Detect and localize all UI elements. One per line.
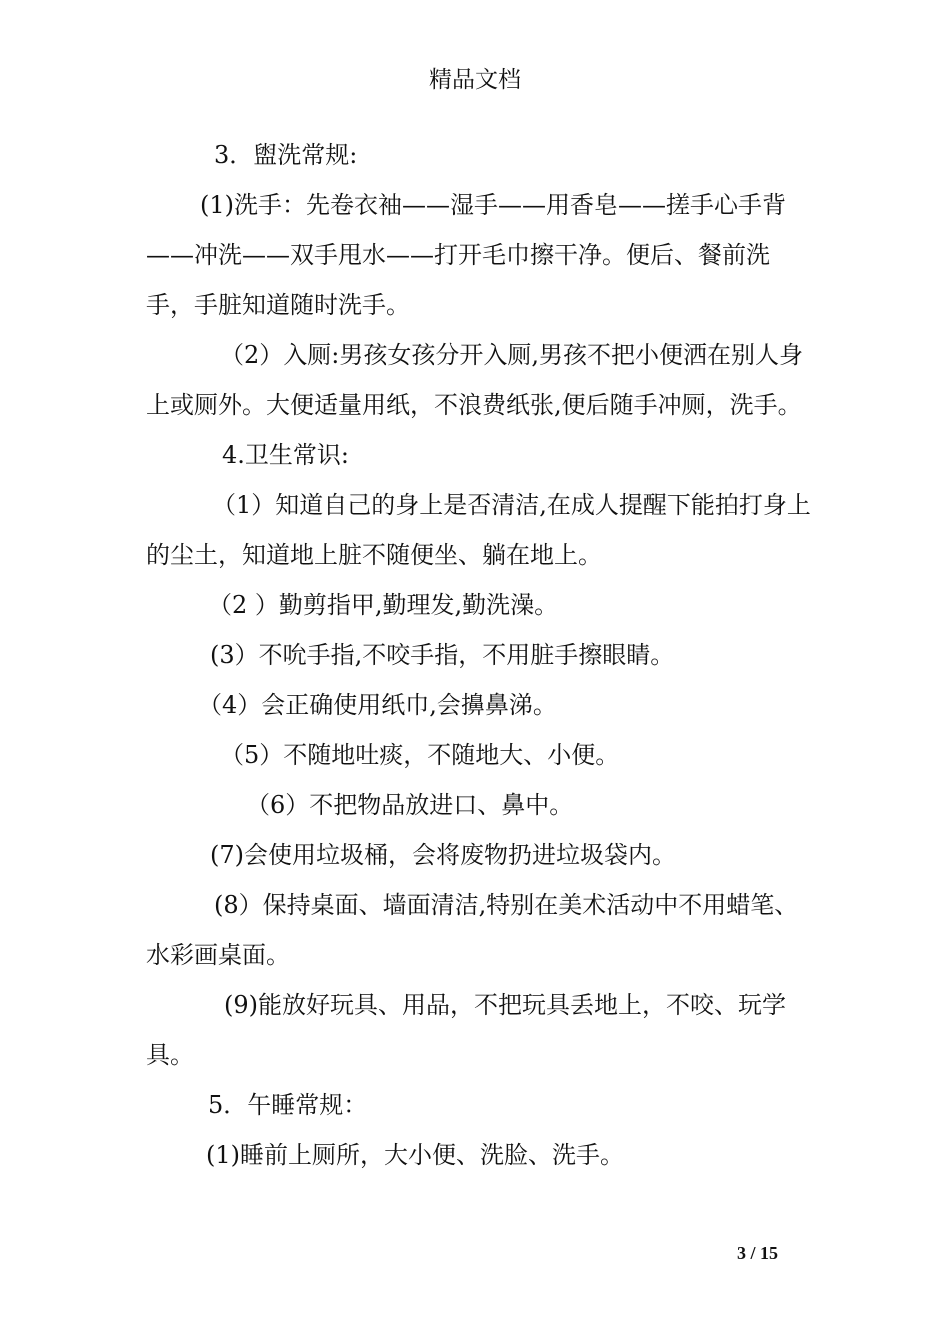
section-heading-nap: 5．午睡常规：: [208, 1091, 368, 1119]
paragraph-hygiene-9: (9)能放好玩具、用品，不把玩具丢地上，不咬、玩学具。: [146, 991, 786, 1069]
section-heading-washing: 3．盥洗常规:: [214, 141, 358, 169]
paragraph-hygiene-3: (3）不吮手指,不咬手指，不用脏手擦眼睛。: [210, 641, 675, 669]
paragraph-hygiene-6: （6）不把物品放进口、鼻中。: [246, 791, 574, 819]
paragraph-nap-1: (1)睡前上厕所，大小便、洗脸、洗手。: [206, 1141, 624, 1169]
paragraph-hygiene-7: (7)会使用垃圾桶，会将废物扔进垃圾袋内。: [210, 841, 676, 869]
paragraph-hygiene-4: （4）会正确使用纸巾,会擤鼻涕。: [198, 691, 557, 719]
paragraph-hygiene-2: （2 ）勤剪指甲,勤理发,勤洗澡。: [208, 591, 559, 619]
paragraph-hygiene-8: (8）保持桌面、墙面清洁,特别在美术活动中不用蜡笔、水彩画桌面。: [146, 891, 799, 969]
document-header: 精品文档: [429, 67, 521, 93]
paragraph-hygiene-5: （5）不随地吐痰，不随地大、小便。: [220, 741, 620, 769]
page-number: 3 / 15: [737, 1243, 779, 1263]
paragraph-hand-washing: (1)洗手：先卷衣袖——湿手——用香皂——搓手心手背——冲洗——双手甩水——打开毛巾擦干净。便后、餐前洗手，手脏知道随时洗手。: [146, 191, 786, 319]
section-heading-hygiene: 4.卫生常识:: [222, 441, 349, 469]
paragraph-hygiene-1: （1）知道自己的身上是否清洁,在成人提醒下能拍打身上的尘土，知道地上脏不随便坐、躺在地上。: [146, 491, 811, 569]
paragraph-toilet: （2）入厕:男孩女孩分开入厕,男孩不把小便洒在别人身上或厕外。大便适量用纸，不浪费纸张,便后随手冲厕，洗手。: [146, 341, 803, 419]
document-body: [146, 130, 816, 1180]
